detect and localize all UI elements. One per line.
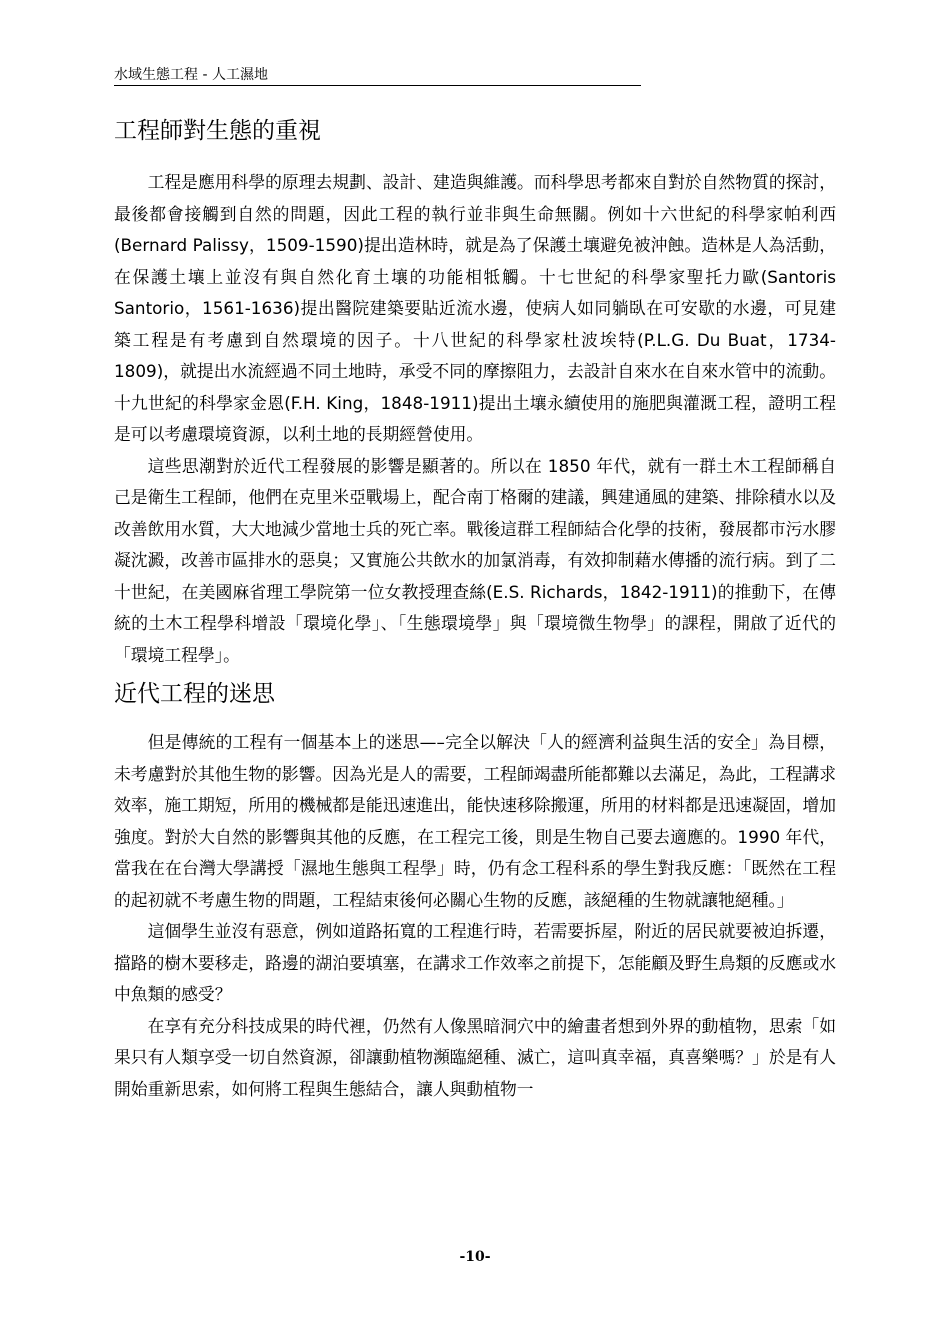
main-content (114, 114, 836, 1105)
body-paragraph: 但是傳統的工程有一個基本上的迷思—–完全以解決「人的經濟利益與生活的安全」為目標，未考慮對於其他生物的影響。因為光是人的需要，工程師竭盡所能都難以去滿足，為此，工程講求效率，施工期短，所用的機械都是能迅速進出，能快速移除搬運，所用的材料都是迅速凝固，增加強度。對於大自然的影響與其他的反應，在工程完工後，則是生物自己要去適應的。1990 年代，當我在在台灣大學講授「濕地生態與工程學」時，仍有念工程科系的學生對我反應：「既然在工程的起初就不考慮生物的問題，工程結束後何必關心生物的反應，該絕種的生物就讓牠絕種。」 (114, 732, 836, 910)
body-paragraph: 在享有充分科技成果的時代裡，仍然有人像黑暗洞穴中的繪畫者想到外界的動植物，思索「如果只有人類享受一切自然資源，卻讓動植物瀕臨絕種、滅亡，這叫真幸福，真喜樂嗎？」於是有人開始重新思索，如何將工程與生態結合，讓人與動植物一 (114, 1015, 836, 1099)
page-number: -10- (459, 1249, 491, 1265)
section-heading-modern-engineering-myth: 近代工程的迷思 (114, 681, 275, 707)
section-heading-engineers-ecology: 工程師對生態的重視 (114, 118, 321, 144)
running-header: 水域生態工程 - 人工濕地 (114, 66, 641, 86)
body-paragraph: 這個學生並沒有惡意，例如道路拓寬的工程進行時，若需要拆屋，附近的居民就要被迫拆遷，擋路的樹木要移走，路邊的湖泊要填塞，在講求工作效率之前提下，怎能顧及野生鳥類的反應或水中魚類的感受？ (114, 921, 836, 1004)
body-paragraph: 工程是應用科學的原理去規劃、設計、建造與維護。而科學思考都來自對於自然物質的探討，最後都會接觸到自然的問題，因此工程的執行並非與生命無關。例如十六世紀的科學家帕利西(Bernard Palissy，1509-1590)提出造林時，就是為了保護土壤避免被沖蝕。造林是人為活動，在保護土壤上並沒有與自然化育土壤的功能相牴觸。十七世紀的科學家聖托力歐(Santoris Santorio，1561-1636)提出醫院建築要貼近流水邊，使病人如同躺臥在可安歇的水邊，可見建築工程是有考慮到自然環境的因子。十八世紀的科學家杜波埃特(P.L.G. Du Buat，1734-1809)，就提出水流經過不同土地時，承受不同的摩擦阻力，去設計自來水在自來水管中的流動。十九世紀的科學家金恩(F.H. King，1848-1911)提出土壤永續使用的施肥與灌溉工程，證明工程是可以考慮環境資源，以利土地的長期經營使用。 (114, 172, 836, 444)
body-paragraph: 這些思潮對於近代工程發展的影響是顯著的。所以在 1850 年代，就有一群土木工程師稱自己是衛生工程師，他們在克里米亞戰場上，配合南丁格爾的建議，興建通風的建築、排除積水以及改善飲用水質，大大地減少當地士兵的死亡率。戰後這群工程師結合化學的技術，發展都市污水膠凝沈澱，改善市區排水的惡臭；又實施公共飲水的加氯消毒，有效抑制藉水傳播的流行病。到了二十世紀，在美國麻省理工學院第一位女教授理查絲(E.S. Richards，1842-1911)的推動下，在傳統的土木工程學科增設「環境化學」、「生態環境學」與「環境微生物學」的課程，開啟了近代的「環境工程學」。 (114, 455, 836, 665)
